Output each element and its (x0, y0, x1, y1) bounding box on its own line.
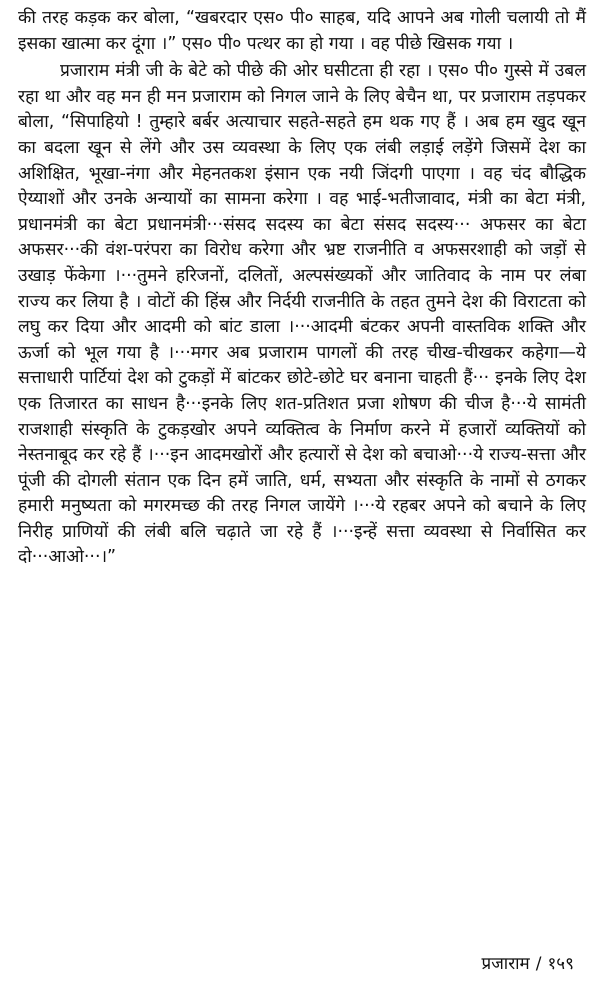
body-text (18, 6, 586, 571)
paragraph-2: प्रजाराम मंत्री जी के बेटे को पीछे की ओर घसीटता ही रहा । एस० पी० गुस्से में उबल रहा था और वह मन ही मन प्रजाराम को निगल जाने के लिए बेचैन था, पर प्रजाराम तड़पकर बोला, “सिपाहियो ! तुम्हारे बर्बर अत्याचार सहते-सहते हम थक गए हैं । अब हम खुद खून का बदला खून से लेंगे और उस व्यवस्था के लिए एक लंबी लड़ाई लड़ेंगे जिसमें देश का अशिक्षित, भूखा-नंगा और मेहनतकश इंसान एक नयी जिंदगी पाएगा । वह चंद बौद्धिक ऐय्याशों और उनके अन्यायों का सामना करेगा । वह भाई-भतीजावाद, मंत्री का बेटा मंत्री, प्रधानमंत्री का बेटा प्रधानमंत्री···संसद सदस्य का बेटा संसद सदस्य··· अफसर का बेटा अफसर···की वंश-परंपरा का विरोध करेगा और भ्रष्ट राजनीति व अफसरशाही को जड़ों से उखाड़ फेंकेगा ।···तुमने हरिजनों, दलितों, अल्पसंख्यकों और जातिवाद के नाम पर लंबा राज्य कर लिया है । वोटों की हिंस्र और निर्दयी राजनीति के तहत तुमने देश की विराटता को लघु कर दिया और आदमी को बांट डाला ।···आदमी बंटकर अपनी वास्तविक शक्ति और ऊर्जा को भूल गया है ।···मगर अब प्रजाराम पागलों की तरह चीख-चीखकर कहेगा—ये सत्ताधारी पार्टियां देश को टुकड़ों में बांटकर छोटे-छोटे घर बनाना चाहती हैं··· इनके लिए देश एक तिजारत का साधन है···इनके लिए शत-प्रतिशत प्रजा शोषण की चीज है···ये सामंती राजशाही संस्कृति के टुकड़खोर अपने व्यक्तित्व के निर्माण करने में हजारों व्यक्तियों को नेस्तनाबूद कर रहे हैं ।···इन आदमखोरों और हत्यारों से देश को बचाओ···ये राज्य-सत्ता और पूंजी की दोगली संतान एक दिन हमें जाति, धर्म, सभ्यता और संस्कृति के नामों से ठगकर हमारी मनुष्यता को मगरमच्छ की तरह निगल जायेंगे ।···ये रहबर अपने को बचाने के लिए निरीह प्राणियों की लंबी बलि चढ़ाते जा रहे हैं ।···इन्हें सत्ता व्यवस्था से निर्वासित कर दो···आओ···।” (18, 61, 586, 568)
paragraph-1: की तरह कड़क कर बोला, “खबरदार एस० पी० साहब, यदि आपने अब गोली चलायी तो मैं इसका खात्मा कर दूंगा ।” एस० पी० पत्थर का हो गया । वह पीछे खिसक गया । (18, 8, 586, 54)
footer-separator: / (535, 954, 542, 974)
footer-book-title: प्रजाराम (481, 954, 530, 974)
page-footer (482, 952, 574, 976)
footer-page-number: १५९ (547, 954, 574, 974)
